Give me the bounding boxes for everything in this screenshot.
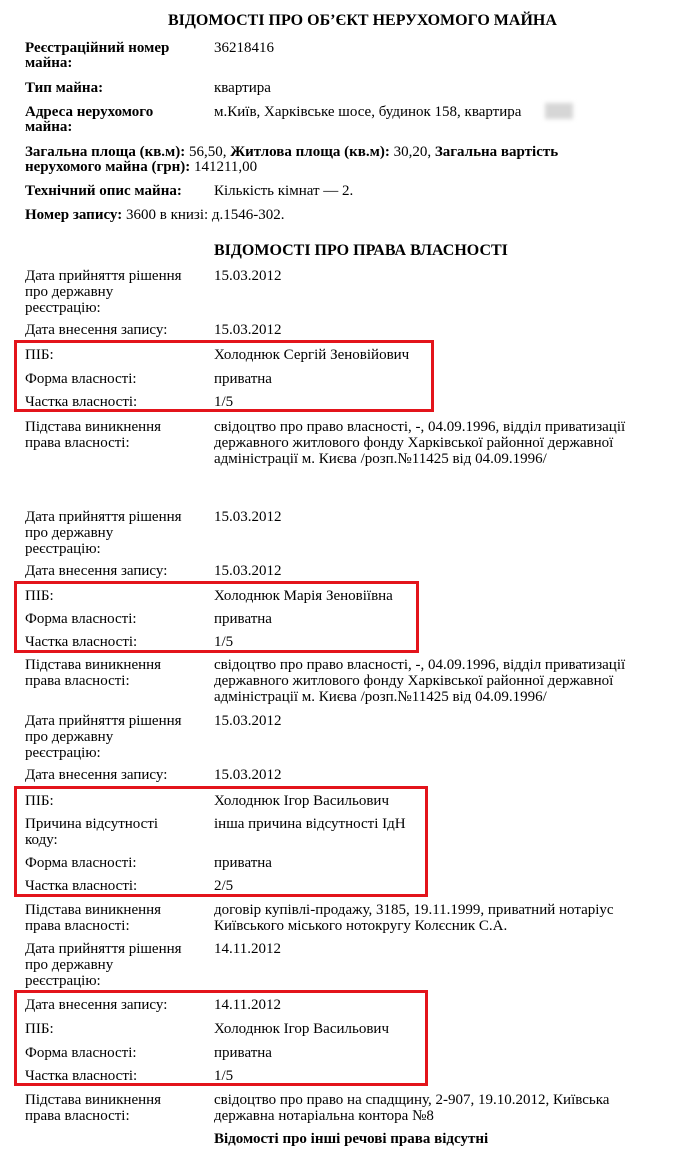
- basis-label-2: права власності:: [25, 435, 130, 451]
- area-total-label: Загальна площа (кв.м):: [25, 144, 186, 160]
- missing-code-value: інша причина відсутності ІдН: [214, 816, 406, 832]
- decision-date-label-2: про державну: [25, 729, 114, 745]
- entry-date-value: 14.11.2012: [214, 997, 281, 1013]
- object-heading: ВІДОМОСТІ ПРО ОБ’ЄКТ НЕРУХОМОГО МАЙНА: [168, 12, 557, 29]
- share-value: 1/5: [214, 1068, 234, 1084]
- decision-date-label: Дата прийняття рішення: [25, 268, 182, 284]
- share-value: 1/5: [214, 394, 234, 410]
- share-value: 1/5: [214, 634, 234, 650]
- type-value: квартира: [214, 80, 271, 96]
- basis-value: свідоцтво про право власності, -, 04.09.1996, відділ приватизації: [214, 419, 626, 435]
- decision-date-label: Дата прийняття рішення: [25, 941, 182, 957]
- form-label: Форма власності:: [25, 371, 137, 387]
- entry-date-value: 15.03.2012: [214, 563, 282, 579]
- name-value: Холоднюк Ігор Васильович: [214, 1021, 389, 1037]
- address-label: Адреса нерухомого: [25, 104, 154, 120]
- area-living-value: 30,20,: [389, 144, 435, 160]
- decision-date-label-2: про державну: [25, 957, 114, 973]
- basis-value-2: Київського міського нотокругу Колєсник С.А.: [214, 918, 508, 934]
- tech-label: Технічний опис майна:: [25, 183, 182, 199]
- reg-number-label: Реєстраційний номер: [25, 40, 170, 56]
- basis-value-3: адміністрації м. Києва /розп.№11425 від 04.09.1996/: [214, 451, 547, 467]
- share-value: 2/5: [214, 878, 234, 894]
- name-label: ПІБ:: [25, 347, 54, 363]
- decision-date-label-3: реєстрацію:: [25, 541, 101, 557]
- record-line: [25, 207, 285, 223]
- form-value: приватна: [214, 611, 272, 627]
- decision-date-value: 15.03.2012: [214, 713, 282, 729]
- form-value: приватна: [214, 855, 272, 871]
- tech-value: Кількість кімнат — 2.: [214, 183, 354, 199]
- value-value: 141211,00: [190, 159, 258, 175]
- form-value: приватна: [214, 1045, 272, 1061]
- basis-value: договір купівлі-продажу, 3185, 19.11.1999, приватний нотаріус: [214, 902, 614, 918]
- share-label: Частка власності:: [25, 634, 138, 650]
- record-value: 3600 в книзі: д.1546-302.: [122, 207, 285, 223]
- entry-date-label: Дата внесення запису:: [25, 322, 168, 338]
- rights-heading: ВІДОМОСТІ ПРО ПРАВА ВЛАСНОСТІ: [214, 242, 508, 259]
- basis-value-2: державного житлового фонду Харківської районної державної: [214, 673, 614, 689]
- name-value: Холоднюк Сергій Зеновійович: [214, 347, 410, 363]
- type-label: Тип майна:: [25, 80, 104, 96]
- entry-date-label: Дата внесення запису:: [25, 997, 168, 1013]
- entry-date-value: 15.03.2012: [214, 322, 282, 338]
- decision-date-label-2: про державну: [25, 284, 114, 300]
- address-label-2: майна:: [25, 119, 73, 135]
- address-value: м.Київ, Харківське шосе, будинок 158, квартира: [214, 104, 522, 120]
- decision-date-label: Дата прийняття рішення: [25, 713, 182, 729]
- decision-date-value: 15.03.2012: [214, 268, 282, 284]
- form-label: Форма власності:: [25, 855, 137, 871]
- reg-number-value: 36218416: [214, 40, 274, 56]
- value-label-2: нерухомого майна (грн):: [25, 159, 191, 175]
- share-label: Частка власності:: [25, 394, 138, 410]
- basis-label-2: права власності:: [25, 673, 130, 689]
- basis-value: свідоцтво про право на спадщину, 2-907, 19.10.2012, Київська: [214, 1092, 610, 1108]
- name-value: Холоднюк Ігор Васильович: [214, 793, 389, 809]
- basis-value-3: адміністрації м. Києва /розп.№11425 від 04.09.1996/: [214, 689, 547, 705]
- name-value: Холоднюк Марія Зеновіївна: [214, 588, 393, 604]
- basis-value: свідоцтво про право власності, -, 04.09.1996, відділ приватизації: [214, 657, 626, 673]
- basis-label-2: права власності:: [25, 1108, 130, 1124]
- decision-date-label-3: реєстрацію:: [25, 973, 101, 989]
- basis-label: Підстава виникнення: [25, 657, 162, 673]
- name-label: ПІБ:: [25, 793, 54, 809]
- missing-code-label: Причина відсутності: [25, 816, 159, 832]
- form-label: Форма власності:: [25, 1045, 137, 1061]
- name-label: ПІБ:: [25, 588, 54, 604]
- basis-label: Підстава виникнення: [25, 902, 162, 918]
- decision-date-value: 14.11.2012: [214, 941, 281, 957]
- redacted-apartment-number: [545, 103, 573, 119]
- record-label: Номер запису:: [25, 207, 123, 223]
- name-label: ПІБ:: [25, 1021, 54, 1037]
- area-line: [25, 144, 558, 160]
- missing-code-label-2: коду:: [25, 832, 58, 848]
- entry-date-value: 15.03.2012: [214, 767, 282, 783]
- entry-date-label: Дата внесення запису:: [25, 563, 168, 579]
- decision-date-label-2: про державну: [25, 525, 114, 541]
- area-total-value: 56,50,: [185, 144, 231, 160]
- basis-label: Підстава виникнення: [25, 1092, 162, 1108]
- basis-label: Підстава виникнення: [25, 419, 162, 435]
- area-living-label: Житлова площа (кв.м):: [230, 144, 390, 160]
- decision-date-value: 15.03.2012: [214, 509, 282, 525]
- value-label: Загальна вартість: [434, 144, 559, 160]
- value-line: [25, 159, 257, 175]
- basis-label-2: права власності:: [25, 918, 130, 934]
- reg-number-label-2: майна:: [25, 55, 73, 71]
- share-label: Частка власності:: [25, 1068, 138, 1084]
- basis-value-2: державного житлового фонду Харківської районної державної: [214, 435, 614, 451]
- decision-date-label-3: реєстрацію:: [25, 745, 101, 761]
- decision-date-label-3: реєстрацію:: [25, 300, 101, 316]
- form-label: Форма власності:: [25, 611, 137, 627]
- basis-value-2: державна нотаріальна контора №8: [214, 1108, 434, 1124]
- decision-date-label: Дата прийняття рішення: [25, 509, 182, 525]
- entry-date-label: Дата внесення запису:: [25, 767, 168, 783]
- form-value: приватна: [214, 371, 272, 387]
- other-rights-note: Відомості про інші речові права відсутні: [214, 1131, 489, 1147]
- share-label: Частка власності:: [25, 878, 138, 894]
